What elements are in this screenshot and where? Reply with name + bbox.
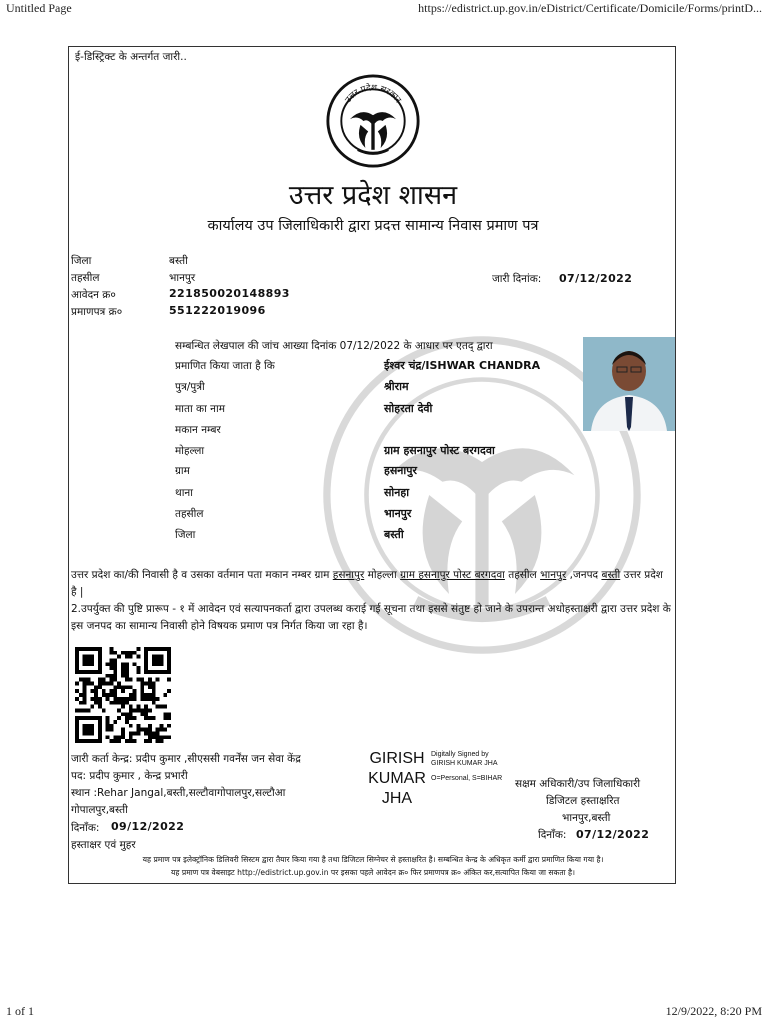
qr-module xyxy=(75,708,79,712)
qr-module xyxy=(79,701,83,705)
qr-module xyxy=(102,678,106,682)
qr-module xyxy=(140,728,144,732)
qr-module xyxy=(110,693,114,697)
qr-module xyxy=(110,651,114,655)
qr-module xyxy=(148,724,152,728)
officer-place: भानपुर,बस्ती xyxy=(562,812,611,824)
tehsil-value: भानपुर xyxy=(169,272,196,284)
qr-module xyxy=(136,724,140,728)
signature-name-line: JHA xyxy=(381,790,413,807)
print-page-url: https://edistrict.up.gov.in/eDistrict/Certificate/Domicile/Forms/printD... xyxy=(418,1,762,15)
residence-village: हसनापुर xyxy=(332,569,365,581)
district-label: जिला xyxy=(71,255,92,267)
qr-module xyxy=(136,670,140,674)
applicant-photo xyxy=(583,337,675,431)
residence-text-i: उत्तर प्रदेश है | xyxy=(71,569,663,598)
qr-module xyxy=(136,728,140,732)
qr-module xyxy=(159,705,163,709)
qr-module xyxy=(83,708,87,712)
qr-module xyxy=(106,693,110,697)
print-page-title: Untitled Page xyxy=(6,1,72,15)
district-value: बस्ती xyxy=(169,255,188,267)
qr-module xyxy=(148,708,152,712)
qr-module xyxy=(110,682,114,686)
qr-module xyxy=(152,693,156,697)
qr-module xyxy=(113,670,117,674)
qr-module xyxy=(125,678,129,682)
signature-meta-line: Digitally Signed by xyxy=(431,751,489,758)
field-label-tehsil: तहसील xyxy=(175,508,204,520)
issue-date-label: जारी दिनांक: xyxy=(492,273,542,285)
qr-module xyxy=(156,728,160,732)
residence-locality: ग्राम हसनापुर पोस्ट बरगदवा xyxy=(400,569,505,581)
qr-module xyxy=(140,678,144,682)
qr-module xyxy=(106,682,110,686)
issuer-date-value: 09/12/2022 xyxy=(111,820,185,833)
qr-module xyxy=(152,716,156,720)
qr-module xyxy=(148,731,152,735)
qr-module xyxy=(133,731,137,735)
qr-module xyxy=(83,685,87,689)
qr-module xyxy=(98,705,102,709)
qr-module xyxy=(125,697,129,701)
qr-module xyxy=(106,728,110,732)
qr-module xyxy=(167,724,171,728)
qr-module xyxy=(148,716,152,720)
qr-module xyxy=(136,708,140,712)
qr-module xyxy=(136,666,140,670)
qr-module xyxy=(156,739,160,743)
qr-module xyxy=(129,712,133,716)
qr-module xyxy=(129,716,133,720)
qr-module xyxy=(152,701,156,705)
qr-module xyxy=(167,712,171,716)
qr-module xyxy=(102,689,106,693)
qr-module xyxy=(121,712,125,716)
qr-module xyxy=(79,693,83,697)
qr-module xyxy=(125,739,129,743)
qr-module xyxy=(90,689,94,693)
qr-module xyxy=(148,678,152,682)
qr-module xyxy=(140,682,144,686)
field-label-district: जिला xyxy=(175,529,196,541)
certificate-subtitle: कार्यालय उप जिलाधिकारी द्वारा प्रदत्त सामान्य निवास प्रमाण पत्र xyxy=(207,218,539,234)
qr-module xyxy=(87,682,91,686)
qr-module xyxy=(110,678,114,682)
qr-module xyxy=(129,697,133,701)
domicile-certificate xyxy=(68,46,676,884)
qr-module xyxy=(136,647,140,651)
qr-module xyxy=(144,705,148,709)
qr-module xyxy=(148,697,152,701)
qr-module xyxy=(110,701,114,705)
qr-module xyxy=(113,697,117,701)
qr-module xyxy=(152,682,156,686)
field-value-parent: श्रीराम xyxy=(384,380,409,393)
qr-module xyxy=(156,731,160,735)
issuer-date-label: दिनाँक: xyxy=(71,822,100,834)
qr-module xyxy=(167,678,171,682)
qr-module xyxy=(144,708,148,712)
field-label-house-number: मकान नम्बर xyxy=(175,424,221,436)
qr-module xyxy=(125,662,129,666)
qr-module xyxy=(113,666,117,670)
officer-digital-signed: डिजिटल हस्ताक्षरित xyxy=(546,795,620,807)
qr-module xyxy=(110,724,114,728)
qr-module xyxy=(159,728,163,732)
qr-module xyxy=(144,739,148,743)
residence-text-e: तहसील xyxy=(504,569,541,581)
qr-module xyxy=(90,682,94,686)
print-page-count: 1 of 1 xyxy=(6,1004,34,1018)
qr-module xyxy=(136,655,140,659)
qr-module xyxy=(136,705,140,709)
certify-line: प्रमाणित किया जाता है कि xyxy=(175,360,275,372)
qr-module xyxy=(79,708,83,712)
qr-module xyxy=(94,697,98,701)
qr-module xyxy=(129,708,133,712)
qr-module xyxy=(121,689,125,693)
qr-module xyxy=(163,728,167,732)
residence-paragraph xyxy=(71,567,671,601)
issuer-place-line1: स्थान :Rehar Jangal,बस्ती,सल्टौवागोपालपुर,सल्टौआ xyxy=(71,787,286,799)
qr-module xyxy=(106,724,110,728)
qr-module xyxy=(156,678,160,682)
officer-date-value: 07/12/2022 xyxy=(576,828,650,841)
qr-module xyxy=(140,697,144,701)
qr-module xyxy=(129,651,133,655)
qr-module xyxy=(159,739,163,743)
field-value-mother: सोहरता देवी xyxy=(384,402,433,415)
qr-module xyxy=(113,689,117,693)
qr-module xyxy=(113,739,117,743)
qr-module xyxy=(167,716,171,720)
qr-module xyxy=(163,716,167,720)
qr-module xyxy=(159,735,163,739)
qr-module xyxy=(125,666,129,670)
qr-module xyxy=(163,712,167,716)
qr-module xyxy=(106,697,110,701)
qr-module xyxy=(156,697,160,701)
qr-module xyxy=(152,697,156,701)
qr-module xyxy=(148,693,152,697)
qr-module xyxy=(144,728,148,732)
qr-module xyxy=(75,682,79,686)
qr-module xyxy=(75,689,79,693)
footer-note-electronic: यह प्रमाण पत्र इलेक्ट्रॉनिक डिलिवरी सिस्टम द्वारा तैयार किया गया है तथा डिजिटल सिग्नेचर से हस्ताक्षरित है। सम्बन्धित केन्द्र के अधिकृत कर्मी द्वारा प्रमाणित किया गया है। xyxy=(142,855,604,864)
qr-module xyxy=(117,716,121,720)
qr-module xyxy=(125,651,129,655)
signature-meta-line: O=Personal, S=BIHAR xyxy=(431,775,503,782)
qr-module xyxy=(152,685,156,689)
qr-module xyxy=(94,689,98,693)
field-label-village: ग्राम xyxy=(175,465,190,477)
qr-module xyxy=(121,728,125,732)
confirmation-paragraph: 2.उपर्युक्त की पुष्टि प्रारूप - १ में आवेदन एवं सत्यापनकर्ता द्वारा उपलब्ध कराई गई सूचना तथा इससे संतुष्ट हो जाने के उपरान्त अधोहस्ताक्षरी द्वारा उत्तर प्रदेश के इस जनपद का सामान्य निवासी होने विषयक प्रमाण पत्र निर्गत किया जा रहा है। xyxy=(71,603,671,632)
qr-module xyxy=(79,678,83,682)
qr-module xyxy=(163,735,167,739)
qr-module xyxy=(102,682,106,686)
residence-text-g: ,जनपद xyxy=(566,569,602,581)
qr-module xyxy=(152,735,156,739)
qr-module xyxy=(94,685,98,689)
certificate-footer-notes xyxy=(69,853,676,879)
qr-module xyxy=(148,728,152,732)
signature-name-line: KUMAR xyxy=(368,770,426,787)
qr-module xyxy=(129,731,133,735)
qr-module xyxy=(167,689,171,693)
qr-module xyxy=(117,701,121,705)
field-value-tehsil: भानपुर xyxy=(384,507,412,520)
field-label-locality: मोहल्ला xyxy=(175,445,205,457)
qr-module xyxy=(94,693,98,697)
qr-module xyxy=(113,693,117,697)
qr-module xyxy=(117,682,121,686)
qr-module xyxy=(133,739,137,743)
issuing-centre: जारी कर्ता केन्द्र: प्रदीप कुमार ,सीएससी गवर्नेंस जन सेवा केंद्र xyxy=(71,753,301,765)
qr-module xyxy=(148,739,152,743)
field-value-police-station: सोनहा xyxy=(384,486,410,499)
qr-module xyxy=(133,689,137,693)
qr-module xyxy=(83,655,95,667)
qr-module xyxy=(83,689,87,693)
qr-module xyxy=(167,735,171,739)
residence-text-a: उत्तर प्रदेश का/की निवासी है व उसका वर्तमान पता मकान नम्बर ग्राम xyxy=(71,569,333,581)
residence-tehsil: भानपुर xyxy=(540,569,567,581)
qr-module xyxy=(117,697,121,701)
officer-date-label: दिनाँक: xyxy=(538,829,567,841)
qr-module xyxy=(117,739,121,743)
qr-module xyxy=(110,662,114,666)
qr-module xyxy=(106,735,110,739)
qr-module xyxy=(129,685,133,689)
qr-module xyxy=(144,731,148,735)
qr-module xyxy=(75,697,79,701)
qr-module xyxy=(98,678,102,682)
qr-module xyxy=(144,682,148,686)
certificate-number-value: 551222019096 xyxy=(169,304,266,317)
emblem-arc-text: उत्तर प्रदेश सरकार xyxy=(343,83,403,106)
qr-module xyxy=(125,670,129,674)
up-government-emblem-icon xyxy=(325,73,421,169)
qr-module xyxy=(125,685,129,689)
qr-module xyxy=(113,720,117,724)
qr-module xyxy=(136,678,140,682)
qr-module xyxy=(129,724,133,728)
qr-module xyxy=(163,693,167,697)
qr-module xyxy=(121,705,125,709)
qr-module xyxy=(110,666,114,670)
qr-module xyxy=(159,724,163,728)
qr-module xyxy=(83,701,87,705)
qr-module xyxy=(125,720,129,724)
field-value-district: बस्ती xyxy=(384,528,404,541)
residence-text-c: मोहल्ला xyxy=(364,569,401,581)
qr-module xyxy=(113,659,117,663)
tehsil-label: तहसील xyxy=(71,272,100,284)
digital-signature-name xyxy=(365,749,429,809)
qr-code xyxy=(75,647,171,743)
footer-note-verification: यह प्रमाण पत्र वेबसाइट http://edistrict.up.gov.in पर इसका पहले आवेदन क्र० फिर प्रमाणपत्र क्र० अंकित कर,सत्यापित किया जा सकता है। xyxy=(171,868,575,877)
qr-module xyxy=(87,678,91,682)
officer-title: सक्षम अधिकारी/उप जिलाधिकारी xyxy=(515,778,641,790)
qr-module xyxy=(125,712,129,716)
qr-module xyxy=(144,697,148,701)
qr-module xyxy=(136,731,140,735)
qr-module xyxy=(90,697,94,701)
field-value-village: हसनापुर xyxy=(384,464,417,477)
field-label-police-station: थाना xyxy=(175,487,193,499)
qr-module xyxy=(133,697,137,701)
qr-module xyxy=(94,701,98,705)
qr-module xyxy=(110,647,114,651)
qr-module xyxy=(144,712,148,716)
qr-module xyxy=(113,735,117,739)
residence-district: बस्ती xyxy=(601,569,621,581)
qr-module xyxy=(110,674,114,678)
qr-module xyxy=(129,678,133,682)
certificate-title: उत्तर प्रदेश शासन xyxy=(288,180,458,211)
qr-module xyxy=(110,739,114,743)
qr-module xyxy=(106,720,110,724)
qr-module xyxy=(106,674,110,678)
qr-module xyxy=(110,689,114,693)
qr-module xyxy=(148,735,152,739)
qr-module xyxy=(140,689,144,693)
field-value-locality: ग्राम हसनापुर पोस्ट बरगदवा xyxy=(384,444,495,457)
qr-module xyxy=(113,678,117,682)
qr-module xyxy=(121,697,125,701)
issuer-place-line2: गोपालपुर,बस्ती xyxy=(71,804,128,816)
qr-module xyxy=(98,685,102,689)
qr-module xyxy=(113,651,117,655)
qr-module xyxy=(129,655,133,659)
qr-module xyxy=(140,712,144,716)
qr-module xyxy=(125,655,129,659)
certificate-number-label: प्रमाणपत्र क्र० xyxy=(71,306,123,318)
qr-module xyxy=(98,682,102,686)
qr-module xyxy=(113,685,117,689)
qr-module xyxy=(102,708,106,712)
application-number-value: 221850020148893 xyxy=(169,287,290,300)
qr-module xyxy=(152,731,156,735)
field-label-parent: पुत्र/पुत्री xyxy=(175,381,205,393)
qr-module xyxy=(83,682,87,686)
qr-module xyxy=(83,724,95,736)
qr-module xyxy=(106,662,110,666)
digital-signature-details xyxy=(431,751,502,784)
qr-module xyxy=(117,708,121,712)
applicant-portrait-icon xyxy=(583,337,675,431)
signature-meta-line: GIRISH KUMAR JHA xyxy=(431,759,498,767)
signature-name-line: GIRISH xyxy=(369,750,425,767)
qr-module xyxy=(110,728,114,732)
issuer-post: पद: प्रदीप कुमार , केन्द्र प्रभारी xyxy=(71,770,188,782)
qr-module xyxy=(140,685,144,689)
qr-module xyxy=(113,674,117,678)
qr-module xyxy=(121,651,125,655)
qr-module xyxy=(121,674,125,678)
qr-module xyxy=(117,655,121,659)
qr-module xyxy=(140,708,144,712)
qr-module xyxy=(83,697,87,701)
qr-module xyxy=(87,708,91,712)
qr-module xyxy=(152,689,156,693)
applicant-name: ईश्वर चंद्र/ISHWAR CHANDRA xyxy=(384,359,541,372)
qr-module xyxy=(98,697,102,701)
qr-module xyxy=(152,655,164,667)
qr-module xyxy=(121,731,125,735)
qr-module xyxy=(90,705,94,709)
qr-module xyxy=(133,693,137,697)
qr-module xyxy=(121,685,125,689)
signature-seal-label: हस्ताक्षर एवं मुहर xyxy=(71,839,136,851)
qr-module xyxy=(83,693,87,697)
qr-module xyxy=(156,705,160,709)
qr-module xyxy=(121,670,125,674)
qr-module xyxy=(148,682,152,686)
qr-module xyxy=(83,678,87,682)
qr-module xyxy=(125,701,129,705)
qr-module xyxy=(156,735,160,739)
qr-module xyxy=(102,693,106,697)
qr-module xyxy=(129,739,133,743)
qr-module xyxy=(121,735,125,739)
qr-module xyxy=(121,666,125,670)
qr-module xyxy=(144,716,148,720)
qr-module xyxy=(121,662,125,666)
qr-module xyxy=(121,701,125,705)
print-timestamp: 12/9/2022, 8:20 PM xyxy=(665,1004,762,1018)
field-label-mother: माता का नाम xyxy=(175,403,225,415)
qr-module xyxy=(117,735,121,739)
qr-module xyxy=(106,716,110,720)
qr-module xyxy=(125,674,129,678)
qr-module xyxy=(129,735,133,739)
qr-module xyxy=(129,705,133,709)
qr-module xyxy=(129,693,133,697)
qr-module xyxy=(113,662,117,666)
qr-module xyxy=(117,685,121,689)
qr-module xyxy=(110,659,114,663)
qr-module xyxy=(133,716,137,720)
qr-module xyxy=(140,693,144,697)
qr-module xyxy=(133,651,137,655)
qr-module xyxy=(163,705,167,709)
qr-module xyxy=(125,716,129,720)
qr-module xyxy=(148,685,152,689)
issue-date-value: 07/12/2022 xyxy=(559,272,633,285)
qr-module xyxy=(133,708,137,712)
qr-module xyxy=(144,693,148,697)
application-number-label: आवेदन क्र० xyxy=(71,289,116,301)
qr-module xyxy=(98,701,102,705)
issued-under-label: ई-डिस्ट्रिक्ट के अन्तर्गत जारी.. xyxy=(75,51,187,63)
qr-module xyxy=(133,662,137,666)
qr-module xyxy=(113,701,117,705)
verification-intro-line: सम्बन्धित लेखपाल की जांच आख्या दिनांक 07/12/2022 के आधार पर एतद् द्वारा xyxy=(175,340,493,352)
